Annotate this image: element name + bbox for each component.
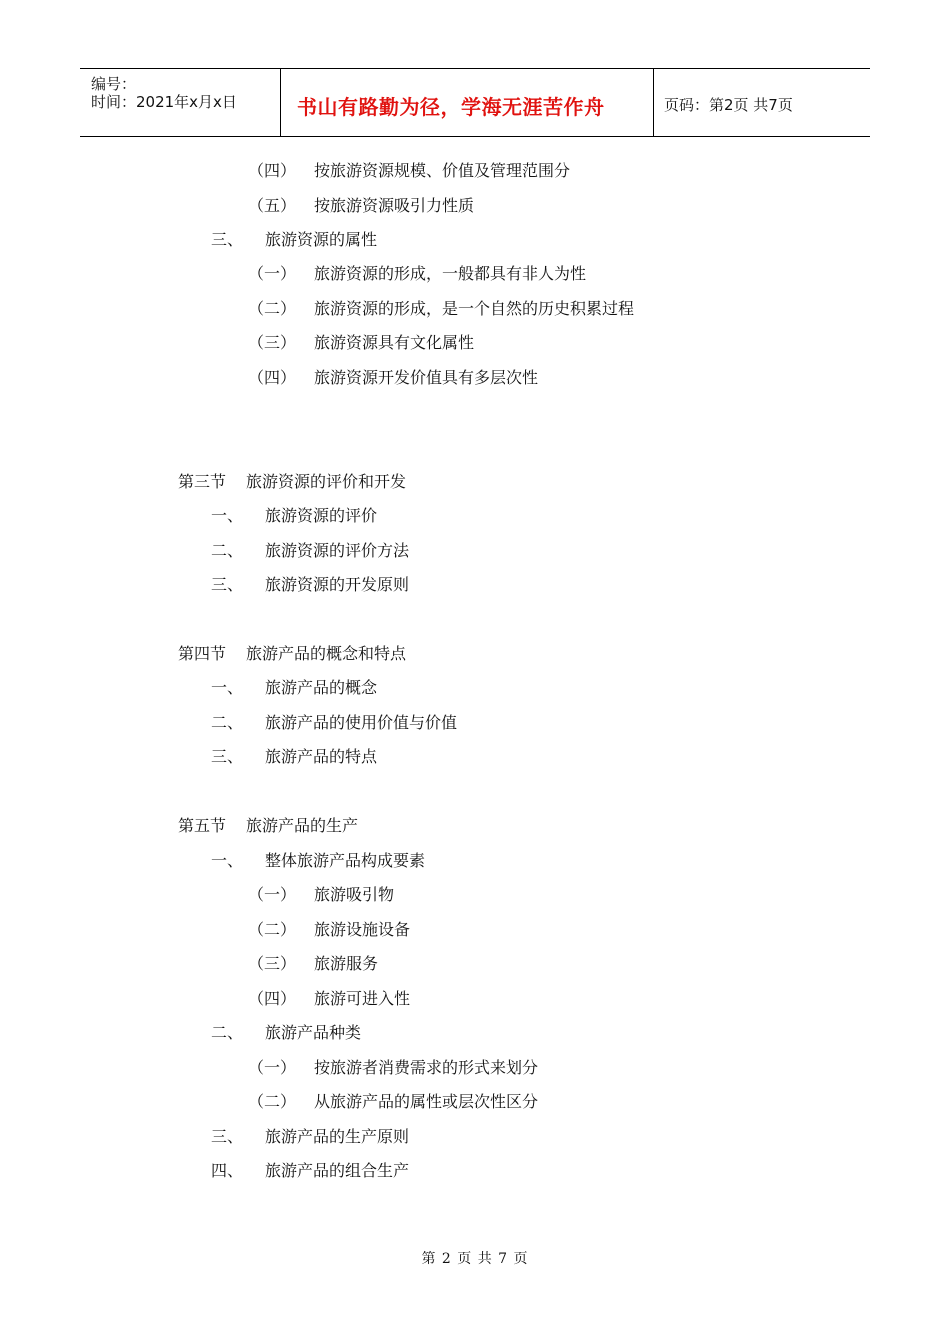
outline-item-label: 二、 [211, 1023, 244, 1042]
outline-item-label: 四、 [211, 1161, 244, 1180]
outline-item-text: 旅游吸引物 [314, 885, 395, 904]
outline-item-text: 旅游产品种类 [265, 1023, 362, 1042]
outline-item-label: 三、 [211, 747, 244, 766]
outline-item-text: 整体旅游产品构成要素 [265, 851, 426, 870]
outline-item [248, 954, 378, 974]
outline-item [248, 196, 474, 216]
outline-item-label: 第四节 [178, 644, 227, 663]
outline-item-label: 二、 [211, 541, 244, 560]
footer-page-number: 第 2 页 共 7 页 [421, 1251, 529, 1267]
outline-item-text: 旅游产品的概念 [265, 678, 378, 697]
section-heading [178, 472, 406, 492]
outline-item-text: 旅游资源的评价方法 [265, 541, 410, 560]
outline-item [211, 851, 425, 871]
document-number-label: 编号： [91, 75, 137, 93]
outline-item-text: 旅游产品的生产 [246, 816, 359, 835]
header-motto: 书山有路勤为径，学海无涯苦作舟 [297, 95, 605, 119]
outline-item-label: 三、 [211, 575, 244, 594]
outline-item-text: 从旅游产品的属性或层次性区分 [314, 1092, 539, 1111]
outline-item-label: 第三节 [178, 472, 227, 491]
outline-item-text: 旅游产品的特点 [265, 747, 378, 766]
outline-item-label: 一、 [211, 678, 244, 697]
outline-item-text: 旅游资源开发价值具有多层次性 [314, 368, 539, 387]
outline-item [248, 1092, 538, 1112]
outline-item-label: （五） [248, 196, 297, 215]
outline-item-label: （二） [248, 920, 297, 939]
outline-item [248, 989, 410, 1009]
outline-item-text: 旅游可进入性 [314, 989, 411, 1008]
outline-item-label: （一） [248, 1058, 297, 1077]
outline-item-label: 第五节 [178, 816, 227, 835]
outline-item [211, 713, 457, 733]
outline-item-label: 二、 [211, 713, 244, 732]
outline-item [211, 230, 377, 250]
outline-item [211, 678, 377, 698]
outline-item [248, 264, 586, 284]
outline-item [248, 885, 394, 905]
outline-item [211, 1161, 409, 1181]
outline-item-label: （三） [248, 954, 297, 973]
outline-item-label: 三、 [211, 230, 244, 249]
outline-item [211, 541, 409, 561]
outline-item-label: （三） [248, 333, 297, 352]
document-time-label: 时间：2021年x月x日 [91, 93, 237, 111]
outline-item [248, 368, 538, 388]
outline-item [211, 1127, 409, 1147]
outline-item [248, 1058, 538, 1078]
outline-item-text: 旅游资源的开发原则 [265, 575, 410, 594]
outline-item-text: 旅游产品的组合生产 [265, 1161, 410, 1180]
outline-item-text: 旅游资源的属性 [265, 230, 378, 249]
outline-item-label: （四） [248, 989, 297, 1008]
outline-item-label: 三、 [211, 1127, 244, 1146]
outline-item-text: 按旅游资源吸引力性质 [314, 196, 475, 215]
outline-item-text: 旅游设施设备 [314, 920, 411, 939]
outline-item-text: 旅游资源的评价 [265, 506, 378, 525]
section-heading [178, 644, 406, 664]
outline-item [211, 506, 377, 526]
outline-item [248, 299, 634, 319]
outline-item-label: （一） [248, 885, 297, 904]
section-heading [178, 816, 358, 836]
header-page-code: 页码：第2页 共7页 [664, 96, 793, 114]
outline-item-label: （二） [248, 299, 297, 318]
outline-item [248, 920, 410, 940]
outline-item-text: 旅游资源的形成，一般都具有非人为性 [314, 264, 587, 283]
outline-item [211, 575, 409, 595]
outline-item-text: 旅游产品的概念和特点 [246, 644, 407, 663]
outline-item [248, 333, 474, 353]
outline-item-text: 旅游资源的评价和开发 [246, 472, 407, 491]
outline-item-text: 旅游资源的形成，是一个自然的历史积累过程 [314, 299, 635, 318]
outline-item-text: 旅游产品的生产原则 [265, 1127, 410, 1146]
outline-item-text: 按旅游资源规模、价值及管理范围分 [314, 161, 571, 180]
outline-item [211, 1023, 361, 1043]
outline-item-label: （四） [248, 368, 297, 387]
outline-item-text: 旅游资源具有文化属性 [314, 333, 475, 352]
outline-item-label: 一、 [211, 851, 244, 870]
outline-item-label: （二） [248, 1092, 297, 1111]
outline-item-text: 按旅游者消费需求的形式来划分 [314, 1058, 539, 1077]
page-footer [0, 1248, 950, 1268]
outline-item [211, 747, 377, 767]
outline-item-label: （一） [248, 264, 297, 283]
outline-item-label: （四） [248, 161, 297, 180]
outline-item [248, 161, 570, 181]
outline-item-label: 一、 [211, 506, 244, 525]
outline-item-text: 旅游服务 [314, 954, 379, 973]
outline-item-text: 旅游产品的使用价值与价值 [265, 713, 458, 732]
